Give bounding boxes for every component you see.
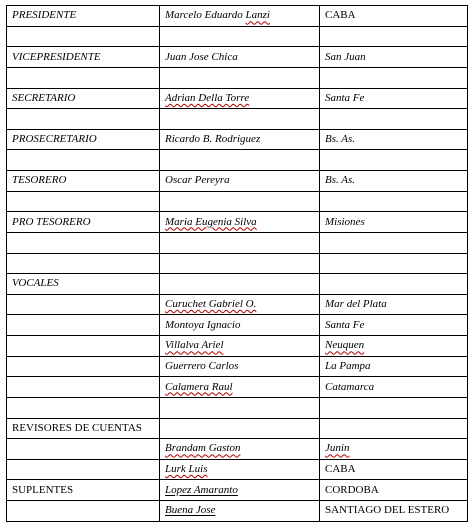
location-cell: CABA [320,6,468,27]
table-row [7,439,468,460]
role-cell [7,253,160,274]
location-text: Junin [325,442,350,455]
role-cell: PRO TESORERO [7,212,160,233]
location-cell: Bs. As. [320,129,468,150]
name-cell [160,109,320,130]
table-row [7,397,468,418]
name-cell [160,150,320,171]
table-row [7,377,468,398]
name-cell [160,6,320,27]
name-cell [160,439,320,460]
table-row [7,67,468,88]
role-cell [7,315,160,336]
name-cell [160,336,320,357]
name-cell: Juan Jose Chica [160,47,320,68]
name-text: Villalva Ariel [165,339,224,352]
role-cell [7,232,160,253]
name-cell: Oscar Pereyra [160,171,320,192]
role-cell [7,294,160,315]
name-text: Lopez Amaranto [165,483,238,496]
name-cell [160,377,320,398]
name-text: Lurk Luis [165,463,208,476]
name-cell: Guerrero Carlos [160,356,320,377]
table-row [7,480,468,501]
name-cell [160,418,320,439]
name-cell: Ricardo B. Rodriguez [160,129,320,150]
role-cell [7,150,160,171]
location-cell [320,26,468,47]
name-cell: Montoya Ignacio [160,315,320,336]
name-text: Brandam Gaston [165,442,241,455]
location-cell [320,150,468,171]
table-row [7,88,468,109]
table-row [7,501,468,522]
role-cell [7,26,160,47]
location-cell: Misiones [320,212,468,233]
location-cell [320,336,468,357]
location-cell [320,232,468,253]
table-row [7,47,468,68]
name-cell [160,253,320,274]
role-cell [7,67,160,88]
name-text: Adrian Della Torre [165,91,250,104]
table-row [7,315,468,336]
location-cell: Santa Fe [320,315,468,336]
name-cell [160,191,320,212]
name-text: Marcelo Eduardo Lanzi [165,9,270,22]
role-cell: SECRETARIO [7,88,160,109]
location-cell [320,67,468,88]
location-cell: La Pampa [320,356,468,377]
location-cell: Bs. As. [320,171,468,192]
location-cell: SANTIAGO DEL ESTERO [320,501,468,522]
role-cell [7,439,160,460]
table-row [7,129,468,150]
name-text: Calamera Raul [165,380,233,393]
name-cell [160,26,320,47]
location-cell: San Juan [320,47,468,68]
role-cell [7,336,160,357]
table-row [7,150,468,171]
location-cell [320,439,468,460]
table-row [7,191,468,212]
name-text: Buena Jose [165,504,216,517]
table-row [7,418,468,439]
name-cell [160,480,320,501]
location-cell [320,253,468,274]
table-row [7,294,468,315]
role-cell: VOCALES [7,274,160,295]
location-cell: CABA [320,459,468,480]
name-text: Curuchet Gabriel O. [165,298,257,311]
name-cell [160,67,320,88]
name-text: Maria Eugenia Silva [165,215,257,228]
table-row [7,274,468,295]
location-cell [320,109,468,130]
name-cell [160,397,320,418]
location-cell: CORDOBA [320,480,468,501]
authorities-table [6,5,468,522]
location-cell: Catamarca [320,377,468,398]
role-cell [7,377,160,398]
location-cell [320,191,468,212]
role-cell [7,501,160,522]
document-page [6,5,467,522]
role-cell [7,397,160,418]
role-cell: PROSECRETARIO [7,129,160,150]
table-row [7,109,468,130]
location-text: Neuquen [325,339,365,352]
location-cell [320,397,468,418]
role-cell: TESORERO [7,171,160,192]
name-cell [160,459,320,480]
role-cell: PRESIDENTE [7,6,160,27]
role-cell [7,191,160,212]
name-cell [160,274,320,295]
name-cell [160,294,320,315]
table-row [7,212,468,233]
role-cell: SUPLENTES [7,480,160,501]
table-row [7,356,468,377]
table-row [7,253,468,274]
table-row [7,459,468,480]
role-cell [7,459,160,480]
location-cell [320,418,468,439]
name-cell [160,212,320,233]
table-row [7,26,468,47]
location-cell: Mar del Plata [320,294,468,315]
table-row [7,6,468,27]
role-cell: REVISORES DE CUENTAS [7,418,160,439]
table-row [7,336,468,357]
role-cell: VICEPRESIDENTE [7,47,160,68]
role-cell [7,356,160,377]
role-cell [7,109,160,130]
location-cell [320,274,468,295]
name-cell [160,88,320,109]
table-row [7,232,468,253]
name-cell [160,501,320,522]
name-cell [160,232,320,253]
location-cell: Santa Fe [320,88,468,109]
table-row [7,171,468,192]
